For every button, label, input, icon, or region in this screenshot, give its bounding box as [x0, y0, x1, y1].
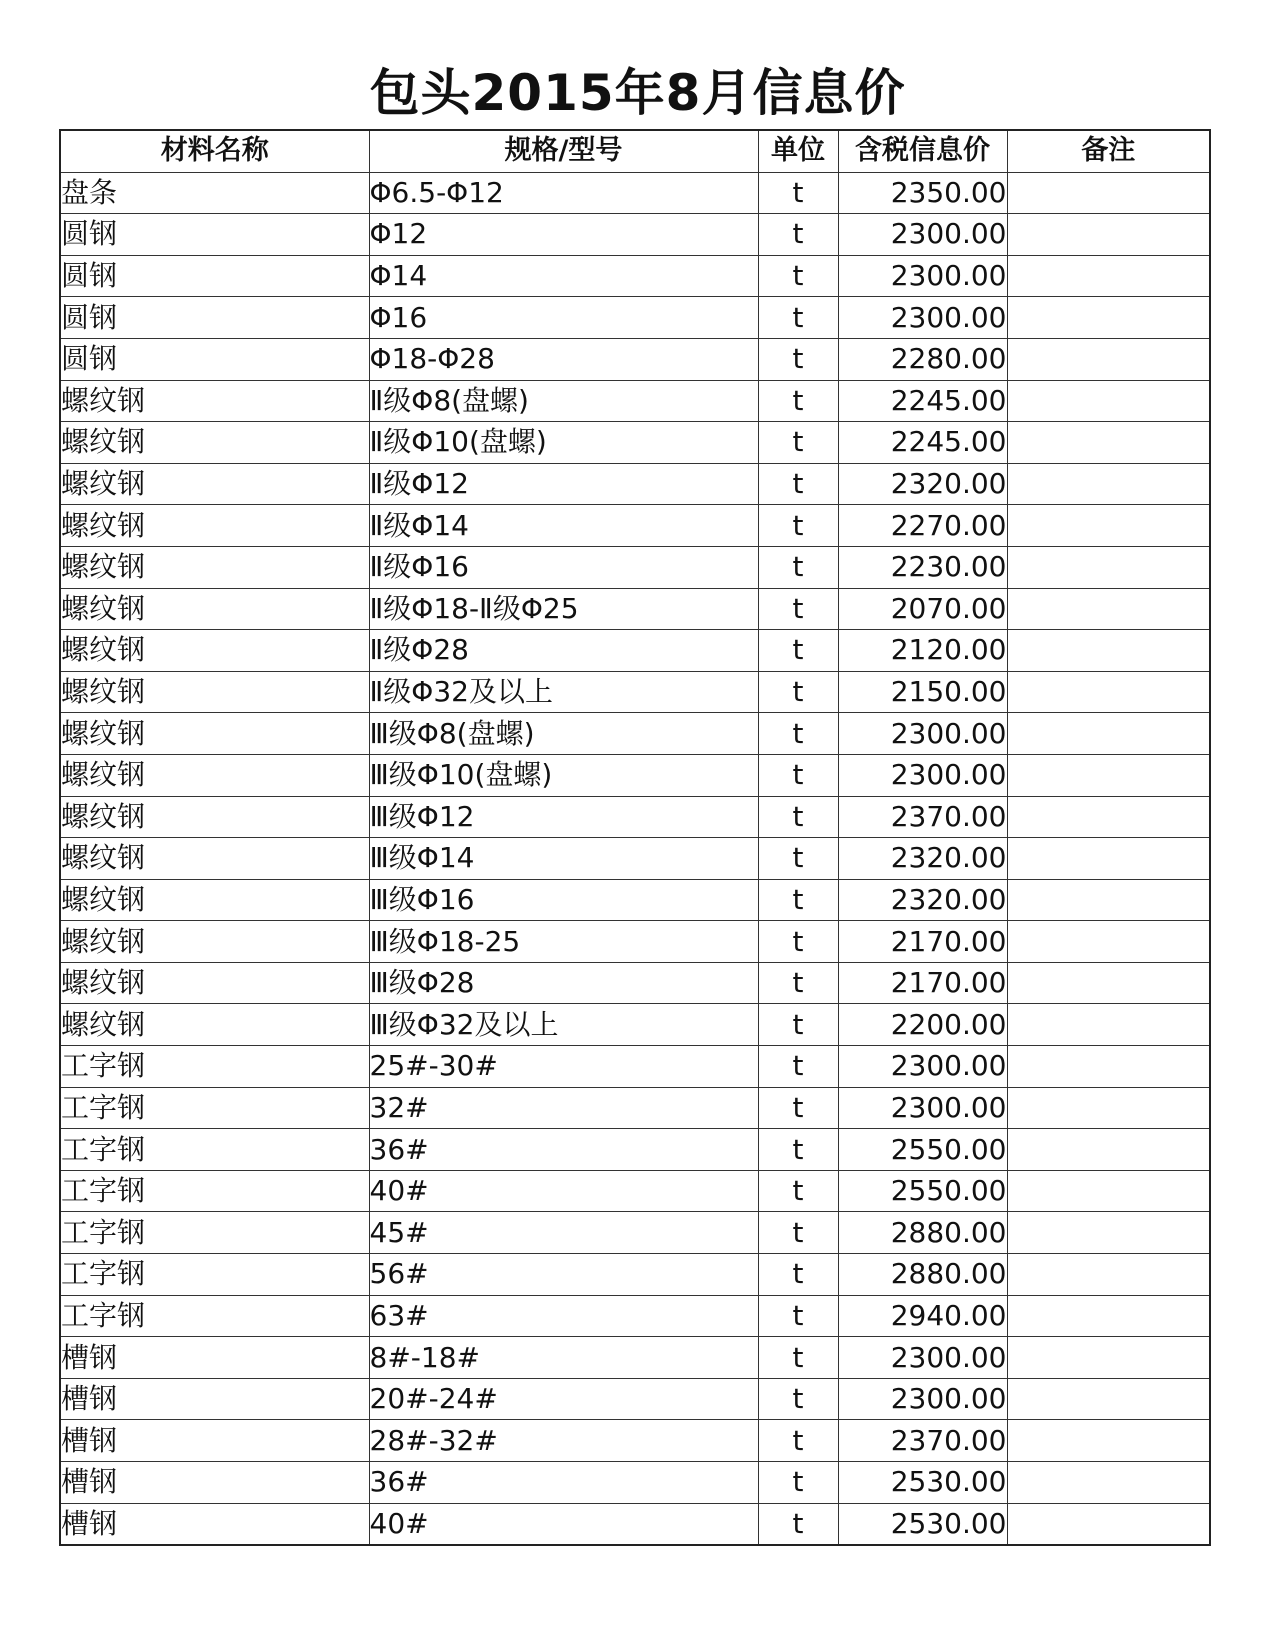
price-cell: 2300.00: [838, 297, 1007, 339]
table-row: [60, 214, 1210, 256]
unit-cell: t: [758, 380, 838, 422]
remarks-cell: [1007, 1087, 1210, 1129]
unit-cell: t: [758, 172, 838, 214]
price-cell: 2245.00: [838, 422, 1007, 464]
price-cell: 2370.00: [838, 796, 1007, 838]
price-cell: 2280.00: [838, 338, 1007, 380]
table-row: [60, 630, 1210, 672]
spec-cell: Ⅱ级Φ18-Ⅱ级Φ25: [369, 588, 758, 630]
table-row: [60, 1212, 1210, 1254]
material-name-cell: 螺纹钢: [60, 588, 369, 630]
price-cell: 2320.00: [838, 838, 1007, 880]
unit-cell: t: [758, 1378, 838, 1420]
price-cell: 2320.00: [838, 463, 1007, 505]
unit-cell: t: [758, 546, 838, 588]
table-row: [60, 1420, 1210, 1462]
price-cell: 2300.00: [838, 713, 1007, 755]
price-cell: 2320.00: [838, 879, 1007, 921]
header-material-name: 材料名称: [60, 130, 369, 172]
remarks-cell: [1007, 1378, 1210, 1420]
header-row: [60, 130, 1210, 172]
table-row: [60, 1170, 1210, 1212]
unit-cell: t: [758, 796, 838, 838]
spec-cell: Ⅲ级Φ10(盘螺): [369, 754, 758, 796]
unit-cell: t: [758, 838, 838, 880]
table-row: [60, 1378, 1210, 1420]
spec-cell: Ⅲ级Φ14: [369, 838, 758, 880]
unit-cell: t: [758, 463, 838, 505]
price-table: [59, 129, 1211, 1546]
price-cell: 2300.00: [838, 1046, 1007, 1088]
unit-cell: t: [758, 297, 838, 339]
table-row: [60, 1462, 1210, 1504]
spec-cell: 8#-18#: [369, 1337, 758, 1379]
price-cell: 2300.00: [838, 1337, 1007, 1379]
material-name-cell: 槽钢: [60, 1337, 369, 1379]
table-row: [60, 879, 1210, 921]
unit-cell: t: [758, 422, 838, 464]
price-cell: 2530.00: [838, 1503, 1007, 1545]
spec-cell: Φ16: [369, 297, 758, 339]
material-name-cell: 螺纹钢: [60, 546, 369, 588]
table-row: [60, 713, 1210, 755]
unit-cell: t: [758, 962, 838, 1004]
unit-cell: t: [758, 671, 838, 713]
spec-cell: 25#-30#: [369, 1046, 758, 1088]
header-spec-model: 规格/型号: [369, 130, 758, 172]
price-cell: 2245.00: [838, 380, 1007, 422]
table-row: [60, 380, 1210, 422]
unit-cell: t: [758, 338, 838, 380]
header-tax-price: 含税信息价: [838, 130, 1007, 172]
material-name-cell: 螺纹钢: [60, 921, 369, 963]
remarks-cell: [1007, 214, 1210, 256]
material-name-cell: 螺纹钢: [60, 505, 369, 547]
table-row: [60, 838, 1210, 880]
material-name-cell: 圆钢: [60, 338, 369, 380]
material-name-cell: 螺纹钢: [60, 630, 369, 672]
price-cell: 2880.00: [838, 1254, 1007, 1296]
table-row: [60, 588, 1210, 630]
table-row: [60, 463, 1210, 505]
spec-cell: Ⅱ级Φ28: [369, 630, 758, 672]
unit-cell: t: [758, 630, 838, 672]
spec-cell: Ⅲ级Φ16: [369, 879, 758, 921]
spec-cell: 56#: [369, 1254, 758, 1296]
remarks-cell: [1007, 338, 1210, 380]
price-cell: 2530.00: [838, 1462, 1007, 1504]
material-name-cell: 螺纹钢: [60, 962, 369, 1004]
remarks-cell: [1007, 754, 1210, 796]
spec-cell: 28#-32#: [369, 1420, 758, 1462]
material-name-cell: 圆钢: [60, 255, 369, 297]
table-row: [60, 1295, 1210, 1337]
material-name-cell: 工字钢: [60, 1170, 369, 1212]
spec-cell: 63#: [369, 1295, 758, 1337]
material-name-cell: 螺纹钢: [60, 463, 369, 505]
material-name-cell: 螺纹钢: [60, 754, 369, 796]
remarks-cell: [1007, 1170, 1210, 1212]
unit-cell: t: [758, 1046, 838, 1088]
material-name-cell: 螺纹钢: [60, 422, 369, 464]
remarks-cell: [1007, 1004, 1210, 1046]
price-cell: 2880.00: [838, 1212, 1007, 1254]
remarks-cell: [1007, 297, 1210, 339]
remarks-cell: [1007, 1129, 1210, 1171]
table-row: [60, 1046, 1210, 1088]
page-title: 包头2015年8月信息价: [369, 64, 906, 122]
header-unit: 单位: [758, 130, 838, 172]
remarks-cell: [1007, 172, 1210, 214]
unit-cell: t: [758, 1170, 838, 1212]
spec-cell: Ⅱ级Φ32及以上: [369, 671, 758, 713]
table-row: [60, 1503, 1210, 1545]
unit-cell: t: [758, 754, 838, 796]
price-cell: 2170.00: [838, 962, 1007, 1004]
remarks-cell: [1007, 1337, 1210, 1379]
price-cell: 2200.00: [838, 1004, 1007, 1046]
spec-cell: 40#: [369, 1170, 758, 1212]
table-body: [60, 172, 1210, 1545]
remarks-cell: [1007, 1295, 1210, 1337]
unit-cell: t: [758, 214, 838, 256]
table-row: [60, 1004, 1210, 1046]
spec-cell: 32#: [369, 1087, 758, 1129]
remarks-cell: [1007, 671, 1210, 713]
price-cell: 2120.00: [838, 630, 1007, 672]
table-row: [60, 1254, 1210, 1296]
material-name-cell: 工字钢: [60, 1295, 369, 1337]
material-name-cell: 槽钢: [60, 1420, 369, 1462]
unit-cell: t: [758, 921, 838, 963]
material-name-cell: 槽钢: [60, 1378, 369, 1420]
unit-cell: t: [758, 1129, 838, 1171]
table-row: [60, 505, 1210, 547]
price-cell: 2230.00: [838, 546, 1007, 588]
remarks-cell: [1007, 838, 1210, 880]
material-name-cell: 螺纹钢: [60, 1004, 369, 1046]
price-cell: 2070.00: [838, 588, 1007, 630]
unit-cell: t: [758, 588, 838, 630]
spec-cell: Ⅲ级Φ18-25: [369, 921, 758, 963]
unit-cell: t: [758, 1087, 838, 1129]
price-cell: 2350.00: [838, 172, 1007, 214]
price-cell: 2300.00: [838, 1087, 1007, 1129]
material-name-cell: 工字钢: [60, 1254, 369, 1296]
material-name-cell: 螺纹钢: [60, 838, 369, 880]
material-name-cell: 螺纹钢: [60, 713, 369, 755]
unit-cell: t: [758, 1503, 838, 1545]
remarks-cell: [1007, 1254, 1210, 1296]
spec-cell: Φ12: [369, 214, 758, 256]
unit-cell: t: [758, 1212, 838, 1254]
spec-cell: Ⅱ级Φ10(盘螺): [369, 422, 758, 464]
price-cell: 2170.00: [838, 921, 1007, 963]
spec-cell: Ⅱ级Φ12: [369, 463, 758, 505]
table-row: [60, 754, 1210, 796]
table-row: [60, 1087, 1210, 1129]
table-row: [60, 796, 1210, 838]
table-row: [60, 297, 1210, 339]
material-name-cell: 螺纹钢: [60, 879, 369, 921]
header-remarks: 备注: [1007, 130, 1210, 172]
price-cell: 2150.00: [838, 671, 1007, 713]
price-cell: 2300.00: [838, 255, 1007, 297]
remarks-cell: [1007, 796, 1210, 838]
unit-cell: t: [758, 1004, 838, 1046]
unit-cell: t: [758, 505, 838, 547]
spec-cell: Φ14: [369, 255, 758, 297]
remarks-cell: [1007, 463, 1210, 505]
table-row: [60, 172, 1210, 214]
price-cell: 2550.00: [838, 1129, 1007, 1171]
table-row: [60, 921, 1210, 963]
table-row: [60, 1129, 1210, 1171]
remarks-cell: [1007, 630, 1210, 672]
spec-cell: Ⅲ级Φ32及以上: [369, 1004, 758, 1046]
remarks-cell: [1007, 422, 1210, 464]
remarks-cell: [1007, 1212, 1210, 1254]
table-row: [60, 1337, 1210, 1379]
price-cell: 2300.00: [838, 214, 1007, 256]
remarks-cell: [1007, 921, 1210, 963]
remarks-cell: [1007, 505, 1210, 547]
unit-cell: t: [758, 1337, 838, 1379]
spec-cell: 36#: [369, 1462, 758, 1504]
material-name-cell: 螺纹钢: [60, 380, 369, 422]
material-name-cell: 槽钢: [60, 1462, 369, 1504]
price-cell: 2550.00: [838, 1170, 1007, 1212]
unit-cell: t: [758, 1295, 838, 1337]
unit-cell: t: [758, 255, 838, 297]
table-row: [60, 255, 1210, 297]
spec-cell: Ⅲ级Φ12: [369, 796, 758, 838]
table-header: [60, 130, 1210, 172]
price-cell: 2370.00: [838, 1420, 1007, 1462]
spec-cell: Φ18-Φ28: [369, 338, 758, 380]
material-name-cell: 盘条: [60, 172, 369, 214]
spec-cell: Ⅲ级Φ28: [369, 962, 758, 1004]
unit-cell: t: [758, 1462, 838, 1504]
table-row: [60, 338, 1210, 380]
remarks-cell: [1007, 962, 1210, 1004]
table-row: [60, 546, 1210, 588]
unit-cell: t: [758, 1420, 838, 1462]
spec-cell: Ⅱ级Φ14: [369, 505, 758, 547]
remarks-cell: [1007, 380, 1210, 422]
remarks-cell: [1007, 546, 1210, 588]
material-name-cell: 圆钢: [60, 214, 369, 256]
material-name-cell: 工字钢: [60, 1212, 369, 1254]
table-row: [60, 671, 1210, 713]
price-cell: 2270.00: [838, 505, 1007, 547]
price-cell: 2940.00: [838, 1295, 1007, 1337]
material-name-cell: 圆钢: [60, 297, 369, 339]
remarks-cell: [1007, 255, 1210, 297]
material-name-cell: 工字钢: [60, 1087, 369, 1129]
material-name-cell: 螺纹钢: [60, 671, 369, 713]
remarks-cell: [1007, 1046, 1210, 1088]
material-name-cell: 工字钢: [60, 1046, 369, 1088]
remarks-cell: [1007, 1420, 1210, 1462]
unit-cell: t: [758, 879, 838, 921]
spec-cell: 20#-24#: [369, 1378, 758, 1420]
spec-cell: 36#: [369, 1129, 758, 1171]
remarks-cell: [1007, 879, 1210, 921]
price-cell: 2300.00: [838, 1378, 1007, 1420]
spec-cell: Φ6.5-Φ12: [369, 172, 758, 214]
spec-cell: Ⅱ级Φ16: [369, 546, 758, 588]
remarks-cell: [1007, 1462, 1210, 1504]
spec-cell: Ⅱ级Φ8(盘螺): [369, 380, 758, 422]
unit-cell: t: [758, 1254, 838, 1296]
table-row: [60, 422, 1210, 464]
remarks-cell: [1007, 713, 1210, 755]
remarks-cell: [1007, 1503, 1210, 1545]
material-name-cell: 槽钢: [60, 1503, 369, 1545]
unit-cell: t: [758, 713, 838, 755]
price-cell: 2300.00: [838, 754, 1007, 796]
table-row: [60, 962, 1210, 1004]
material-name-cell: 工字钢: [60, 1129, 369, 1171]
spec-cell: 40#: [369, 1503, 758, 1545]
remarks-cell: [1007, 588, 1210, 630]
spec-cell: 45#: [369, 1212, 758, 1254]
material-name-cell: 螺纹钢: [60, 796, 369, 838]
spec-cell: Ⅲ级Φ8(盘螺): [369, 713, 758, 755]
